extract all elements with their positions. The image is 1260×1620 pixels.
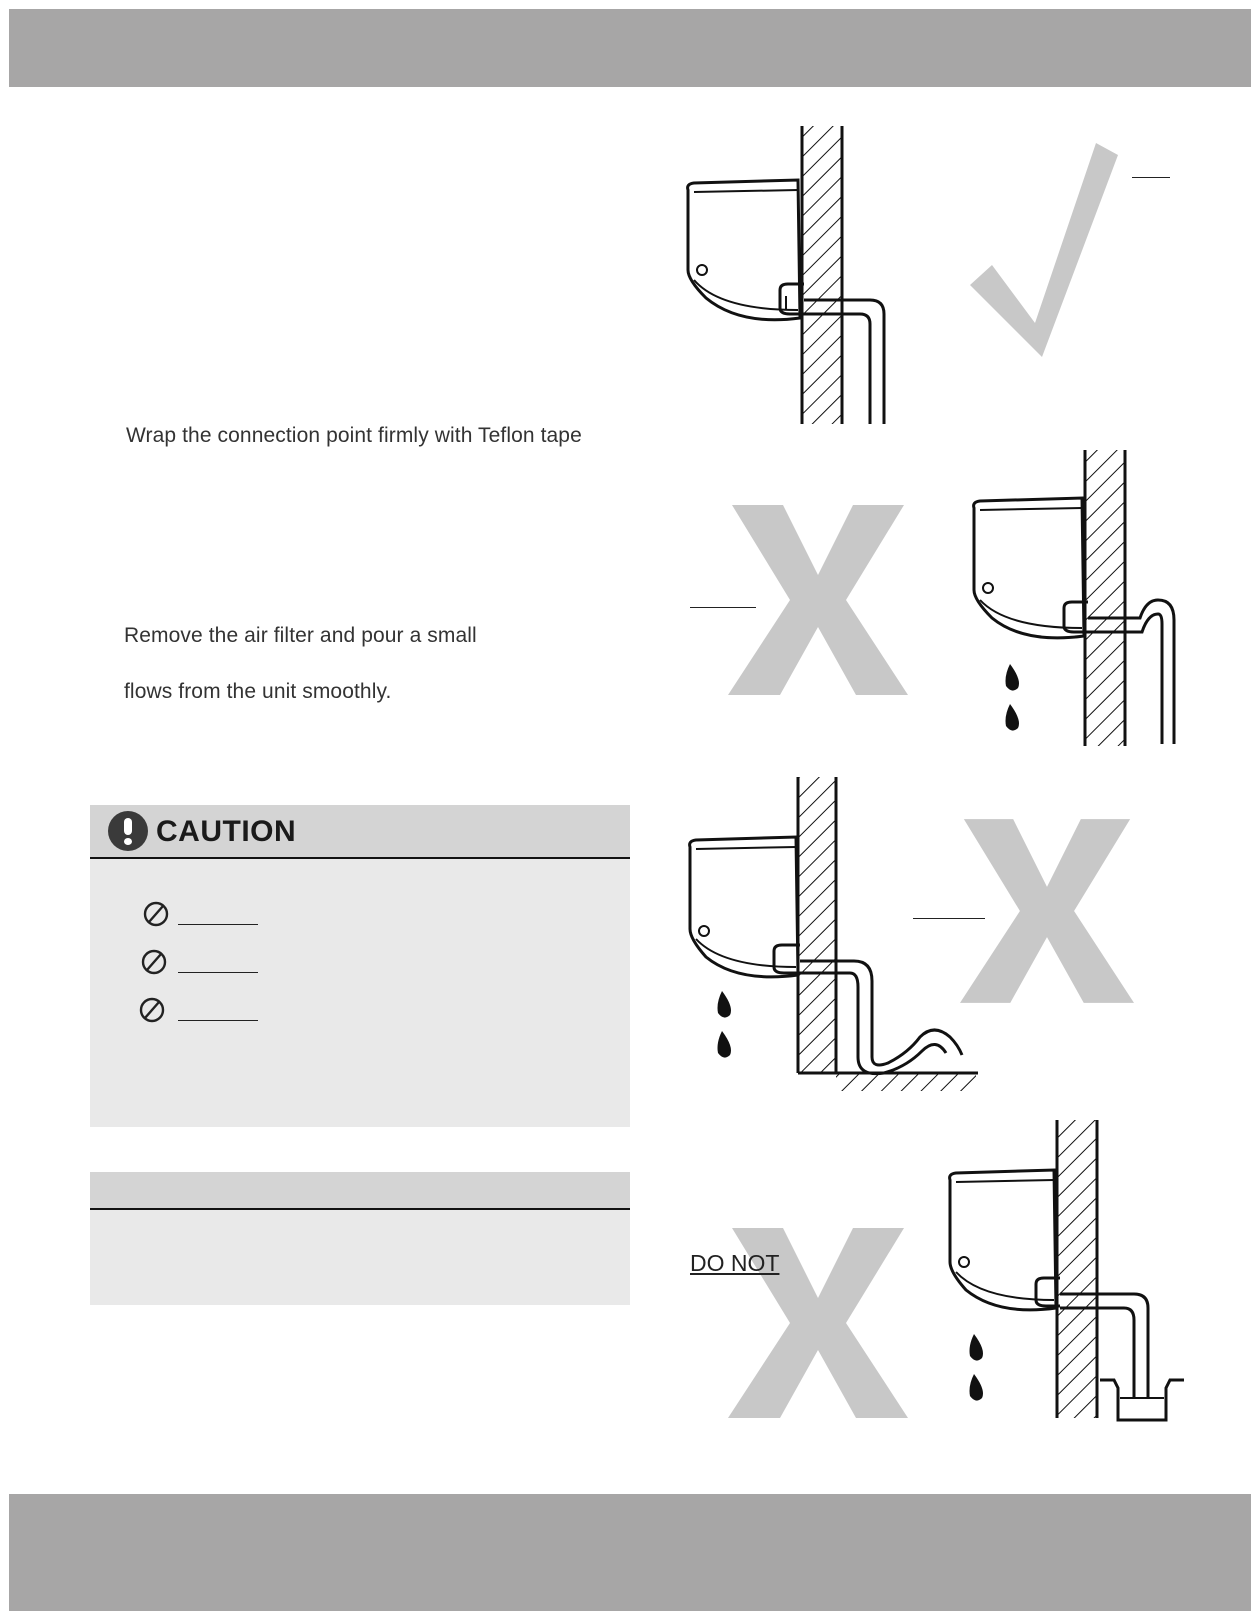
prohibited-icon [140,948,168,976]
indoor-unit [974,498,1084,638]
water-drop-icon [718,1031,732,1058]
indoor-unit [688,180,800,320]
ground [836,1073,976,1091]
diagram-raised-hose [960,448,1190,748]
diagram-correct-drain [680,120,940,430]
checkmark-icon [960,135,1120,360]
do-not-label: DO NOT [690,1250,780,1276]
caution-body [90,859,630,1127]
water-drop-icon [718,991,732,1018]
caution-header [90,805,630,859]
caution-panel [90,805,630,1127]
indoor-unit [950,1170,1056,1310]
x-mark-icon [960,815,1134,1007]
prohibited-icon [138,996,166,1024]
wall [802,126,842,424]
filter-instruction-line-2: flows from the unit smoothly. [124,680,392,703]
exclamation-circle-icon [108,811,148,851]
callout-line [690,607,756,608]
note-panel [90,1172,630,1305]
diagram-submerged-hose [938,1118,1188,1423]
teflon-instruction: Wrap the connection point firmly with Teflon tape [126,424,582,447]
caution-item-underline [178,972,258,973]
note-body [90,1210,630,1305]
caution-title: CAUTION [156,815,297,848]
caution-item-underline [178,1020,258,1021]
x-mark-icon [728,505,908,695]
water-drop-icon [970,1334,984,1361]
water-drop-icon [1006,704,1020,731]
caution-item-underline [178,924,258,925]
prohibited-icon [142,900,170,928]
footer-band [9,1494,1251,1611]
water-drop-icon [970,1374,984,1401]
header-band [9,9,1251,87]
indoor-unit [690,837,798,977]
filter-instruction-line-1: Remove the air filter and pour a small [124,624,477,647]
callout-line [1132,177,1170,178]
water-container [1100,1380,1184,1420]
note-header [90,1172,630,1210]
water-drop-icon [1006,664,1020,691]
diagram-wavy-hose [682,775,992,1105]
